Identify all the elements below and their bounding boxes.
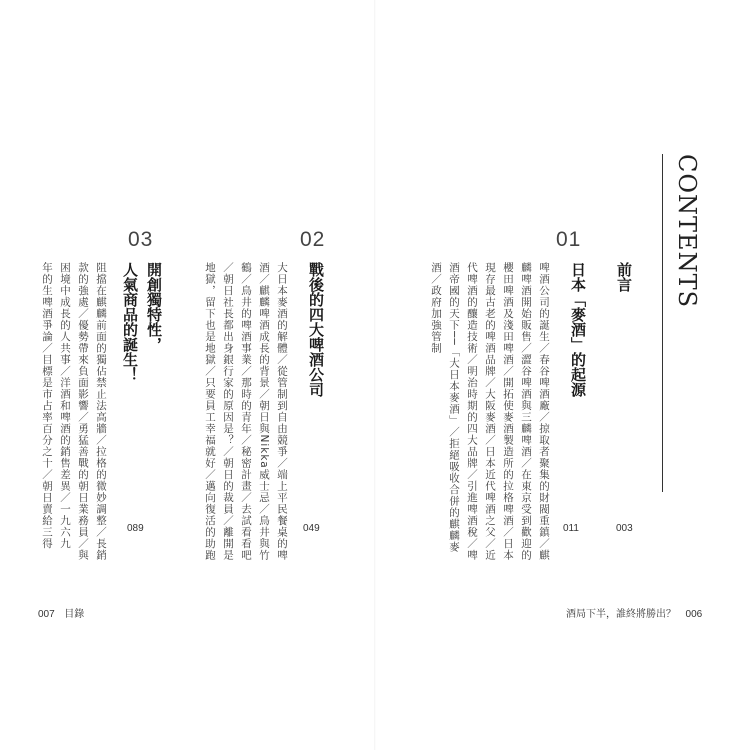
contents-heading: CONTENTS <box>673 154 701 309</box>
chapter-02-line: 大日本麥酒的解體／從管制到自由競爭／端上平民餐桌的啤 <box>276 262 288 561</box>
chapter-03-summary <box>38 262 110 561</box>
chapter-01-line: 代啤酒的釀造技術／明治時期的四大品牌／引進啤酒稅／啤 <box>466 262 478 561</box>
chapter-02-summary <box>201 262 291 561</box>
chapter-03-title-line: 開創獨特性， <box>145 262 163 352</box>
chapter-03-line: 年的生啤酒爭論／目標是市占率百分之十／朝日賣給三得 <box>41 262 53 550</box>
chapter-03-page-number: 089 <box>127 523 144 534</box>
chapter-02-title: 戰後的四大啤酒公司 <box>307 262 325 397</box>
chapter-03-line: 困境中成長的人共事／洋酒和啤酒的銷售差異／一九六九 <box>59 262 71 550</box>
chapter-03-line: 阻擋在麒麟前面的獨佔禁止法高牆／拉格的微妙調整／長銷 <box>95 262 107 561</box>
chapter-01-title: 日本「麥酒」的起源 <box>569 262 587 397</box>
chapter-03-title <box>118 262 166 462</box>
chapter-01-line: 現存最古老的啤酒品牌／大阪麥酒／日本近代啤酒之父／近 <box>484 262 496 561</box>
folio-right-label: 酒局下半，誰終將勝出？ <box>566 609 676 620</box>
chapter-01-number: 01 <box>556 228 582 251</box>
chapter-02-line: ／朝日社長都出身銀行家的原因是？／朝日的裁員／離開是 <box>222 262 234 561</box>
chapter-01-line: 櫻田啤酒及淺田啤酒／開拓使麥酒製造所的拉格啤酒／日本 <box>502 262 514 561</box>
chapter-02-line: 地獄，留下也是地獄／只要員工幸福就好／邁向復活的助跑 <box>204 262 216 561</box>
chapter-02-line: 鶴／鳥井的啤酒事業／那時的青年／秘密計畫／去試看看吧 <box>240 262 252 561</box>
chapter-03-number: 03 <box>128 228 154 251</box>
chapter-01-line: 麟啤酒開始販售／澀谷啤酒與三麟啤酒／在東京受到歡迎的 <box>520 262 532 561</box>
chapter-01-line: 啤酒公司的誕生／春谷啤酒廠／掠取者聚集的財閥重鎮／麒 <box>538 262 550 561</box>
chapter-02-page-number: 049 <box>303 523 320 534</box>
folio-left-label: 目錄 <box>64 609 85 620</box>
preface-title: 前言 <box>615 262 633 292</box>
preface-page-number: 003 <box>616 523 633 534</box>
chapter-02-line: 酒／麒麟啤酒成長的背景／朝日與Nikka威士忌／鳥井與竹 <box>258 262 270 561</box>
folio-left <box>38 605 84 620</box>
chapter-01-line: 酒／政府加強管制 <box>430 262 442 354</box>
chapter-03-title-line: 人氣商品的誕生！ <box>121 262 139 382</box>
folio-left-page-number: 007 <box>38 609 55 620</box>
chapter-02-number: 02 <box>300 228 326 251</box>
chapter-03-line: 款的強處／優勢帶來負面影響／勇猛善戰的朝日業務員／與 <box>77 262 89 561</box>
chapter-01-line: 酒帝國的天下──「大日本麥酒」／拒絕吸收合併的麒麟麥 <box>448 262 460 553</box>
contents-rule <box>662 154 663 492</box>
folio-right-page-number: 006 <box>685 609 703 620</box>
folio-right <box>566 605 702 620</box>
chapter-01-summary <box>427 262 553 561</box>
page-gutter <box>374 0 376 750</box>
chapter-01-page-number: 011 <box>563 523 579 534</box>
